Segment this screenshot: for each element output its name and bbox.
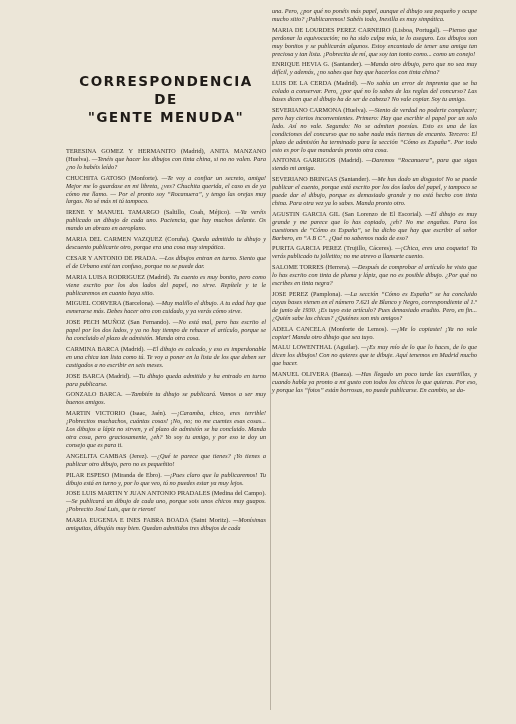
letter-entry (66, 391, 266, 407)
entry-name: PURITA GARCIA PEREZ (272, 245, 342, 253)
letter-entry (66, 346, 266, 370)
entry-text: —¡Es muy mío de lo que lo haces, de lo que dicen los dibujos! Con no quieres que te dibuje. Aquí tenemos en Madrid mucho que hacer. (272, 344, 477, 368)
letter-entry (66, 490, 266, 514)
entry-place: (Santander). (339, 176, 371, 184)
entry-name: LUIS DE LA CERDA (272, 80, 332, 88)
letter-entry (66, 274, 266, 298)
letter-entry (272, 371, 477, 395)
entry-text: —Tu dibujo queda admitido y ha entrado en turno para publicarse. (66, 372, 266, 388)
entry-name: MARIA DEL CARMEN VAZQUEZ (66, 236, 163, 244)
entry-place: (Saint Moritz). (191, 517, 230, 525)
entry-place: (Coruña). (165, 236, 190, 244)
entry-place: (San Fernando). (128, 319, 171, 327)
entry-place: (Madrid). (338, 157, 363, 165)
entry-place: (Pamplona). (310, 291, 342, 298)
letter-entry (66, 319, 266, 343)
entry-text: —Después de comprobar el artículo he visto que lo has escrito con tinta de pluma y lápiz, que no es posible dibujo. ¿Por qué no escribes en tinta negra? (272, 264, 478, 288)
letter-entry (272, 27, 477, 59)
letter-entry (272, 264, 477, 288)
entry-text: —¡Pues claro que la publicaremos! Tu dibujo está en turno y, por lo que veo, tú no puedes estar ya muy lejos. (66, 471, 267, 487)
title-line-1: CORRESPONDENCIA (79, 74, 253, 90)
letter-entry (66, 410, 266, 450)
entry-place: (Saltillo, Coah, Méjico). (163, 209, 231, 217)
letter-entry (272, 157, 477, 173)
entry-text: —Los dibujos entran en turno. Siento que el de Urbano esté tan confuso, porque no se puede dar. (66, 254, 266, 270)
section-title (66, 72, 266, 144)
entry-place: (Madrid). (120, 345, 146, 353)
letter-entry (66, 373, 266, 389)
letter-entry (272, 8, 477, 24)
letter-entry (66, 255, 266, 271)
entry-name: MALU LOWENTHAL (272, 344, 332, 352)
entry-name: ADELA CANCELA (272, 325, 326, 333)
entry-place: (Miranda de Ebro). (111, 471, 162, 479)
entry-text: —Siento de verdad no poderte complacer; pero hay ciertos inconvenientes. Primero: Hay que escribir el papel por un solo lado. Así no vale. Segundo: No se admiten poesías. Esto es una de las condiciones del concurso que no sabe nada más tiernas de encanto. Tercero: El plazo de admisión ha terminado para la sección “Cómo es España”. Por todo esto es por lo que mandarás pronto otra cosa. (272, 106, 477, 154)
entry-name: ANGELITA CAMBAS (66, 452, 127, 460)
entry-name: JOSE PEREZ (272, 291, 309, 298)
entry-text: —Monísimas amiguitas, dibujáis muy bien. Quedan admitidos tres dibujos de cada (66, 517, 266, 533)
entry-place: (Santander). (331, 61, 363, 69)
entry-text: —¿Qué te parece que tienes? ¡Yo tienes a publicar otro dibujo, pero no es pequeñito! (66, 452, 266, 468)
entry-text: —El dibujo es calcado, y eso es imperdonable en una chica tan lista como tú. Te voy a poner en la lista de los que deben ser castigados a no escribir en seis meses. (66, 345, 267, 369)
entry-text: —Has llegado un poco tarde las cuartillas, y cuando habla ya pronto a mi gusto con todos los chicos lo que quieras. Por eso, y porque las “fotos” están borrosas, no puede publicarse. En cambio, se da- (272, 371, 477, 394)
entry-name: MANUEL OLIVERA (272, 371, 329, 379)
entry-name: ENRIQUE HEVIA G. (272, 61, 330, 69)
entry-place: (Barcelona). (123, 300, 155, 308)
entry-name: IRENE Y MANUEL TAMARGO (66, 209, 160, 217)
letter-entry (272, 291, 477, 323)
letter-entry (66, 300, 266, 316)
entry-text: —¡Caramba, chico, eres terrible! ¡Pobrecitos muchachos, cuántas cosas! ¡No, no; no me cuentes esas cosas... Los dibujos a lápiz no sirven, y el plazo de admisión se ha concluido. Manda otra cosa, pero graciosamente, ¿eh? Yo soy tu amigo, y por eso te doy un consejo que es para ti. (66, 410, 266, 449)
entry-place: (Trujillo, Cáceres). (344, 245, 393, 253)
right-column (272, 8, 477, 398)
entry-name: AGUSTIN GARCIA GIL (272, 210, 340, 218)
entry-place: (Monforte). (128, 174, 159, 182)
letter-entry (66, 453, 266, 469)
entry-text: —Muy malillo el dibujo. A tu edad hay que esmerarse más. Debes hacer otro con cuidado, y ya verás cómo sirve. (66, 300, 266, 316)
entry-place: (Monforte de Lemos). (328, 325, 389, 333)
entry-text: —El dibujo es muy grande y me parece que lo has copiado, ¿eh? No me engañas. Para los cuestiones de “Cómo es España”, se ha dicho que hay que escribir al señor Barbero, en “A B C”. ¿Qué no sabemos nada de eso? (272, 210, 477, 242)
letter-entry (272, 211, 477, 243)
entry-place: (Lisboa, Portugal). (392, 26, 441, 34)
letter-entry (272, 326, 477, 342)
entry-text: —Pienso que perdonar la equivocación; no ha sido culpa mía, te lo aseguro. Los dibujos son muy bonitos y se publicarán algunos. Estoy encantado de tener una amiga tan preciosa y tan lista. ¡Pobrecita de mí, que soy tan tonto como... como un conejo! (272, 26, 477, 58)
letter-entry (66, 236, 266, 252)
entry-place: (Medina del Campo). (211, 490, 266, 498)
letter-entry (272, 61, 477, 77)
entry-name: SEVERIANO BRINGAS (272, 176, 338, 184)
entry-place: (Herrera). (325, 264, 351, 272)
entry-place: (Baeza). (331, 371, 353, 379)
entry-name: MIGUEL CORVERA (66, 300, 122, 308)
entry-text: —La sección “Cómo es España” se ha concluido cuyas bases vienen en el número 7.621 de Blanco y Negro, correspondiente al 1.º de junio de 1930. ¡Es tuyo este artículo? Pues demasiado erudito. Pero, en fin... ¿Quién sabe las chicas? ¿Quiénes son mis amigos? (272, 291, 478, 322)
letter-entry (272, 107, 477, 154)
entry-text: —Daremos “Rocanuera”, para que sigas siendo mi amiga. (272, 157, 478, 173)
entry-name: SEVERIANO CARMONA (272, 106, 342, 114)
letter-entry (66, 472, 266, 488)
entry-place: (Huelva). (343, 106, 368, 114)
entry-text: Queda admitido tu dibujo y descuento publicarte otro, porque era una cosa muy simpática. (66, 236, 266, 251)
entry-name: ANTONIA GARRIGOS (272, 157, 336, 165)
title-line-2: DE (154, 92, 178, 108)
entry-place: (Madrid). (106, 372, 131, 380)
entry-place: (Aguilar). (334, 344, 360, 352)
entry-place: (Isaac, Jaén). (130, 410, 167, 418)
entry-text: —Te voy a confiar un secreto, amiga! Mejor me lo guardase en mi libreta, ¿ves? Chuchita querida, el caso es de ya cómo me llamo. — Por el pronto soy “Rocanuera”, y tengo las orejas muy largas. No sé más ni tú tampoco. (66, 174, 267, 206)
entry-place: (Madrid), ANITA MANZANO (Huelva). (66, 148, 266, 163)
entry-name: MARTIN VICTORIO (66, 410, 126, 418)
entry-name: SALOME TORRES (272, 264, 324, 272)
letter-entry (66, 175, 266, 207)
entry-text: —Ya veréis publicado un dibujo de cada uno. Paciencia, que hay muchos delante. Os mando un abrazo en aeroplano. (66, 209, 267, 233)
entry-name: TERESINA GOMEZ Y HERMANITO (66, 148, 176, 155)
column-divider (270, 130, 271, 710)
letter-entry (66, 148, 266, 172)
letter-entry (66, 517, 266, 533)
entry-text: una. Pero, ¿por qué no ponéis más papel, aunque el dibujo sea pequeño y ocupe mucho sitio? ¡Publicaremos! Sabéis todo, Inesilla es muy simpática. (272, 8, 477, 23)
title-line-3: "GENTE MENUDA" (87, 110, 245, 126)
entry-name: MARIA DE LOURDES PEREZ CARNEIRO (272, 26, 391, 34)
letter-entry (272, 245, 477, 261)
entry-text: —También tu dibujo se publicará. Vamos a ser muy buenos amigos. (66, 391, 266, 407)
entry-text: —Manda otro dibujo, pero que no sea muy difícil, y además, ¿no sabes que hay que hacerlos con tinta china? (272, 61, 478, 77)
letter-entry (272, 176, 477, 208)
entry-text: —Tenéis que hacer los dibujos con tinta china, si no no valen. Para ¿no lo habéis leído? (66, 155, 266, 171)
entry-name: JOSE LUIS MARTIN Y JUAN ANTONIO PRADALES (66, 490, 210, 498)
entry-place: (San Lorenzo de El Escorial). (342, 210, 423, 218)
entry-text: —Me has dado un disgusto! No se puede publicar el cuento, porque está escrito por los dos lados del papel, y tampoco se puede dar el dibujo, porque es demasiado grande y no está hecho con tinta china. Para otra vez ya lo sabes. Manda pronto otro. (272, 176, 477, 207)
entry-name: CARMINA BARCA (66, 345, 119, 353)
entry-text: —No sabía un error de imprenta que se ha colado a conservar. Pero, ¿por qué no lo sabes de las reglas del concurso? Las bases dicen que el dibujo ha de ser de cabeza? No vale copiar. Soy tu amigo. (272, 80, 478, 104)
entry-name: JOSE PECH MUÑOZ (66, 319, 126, 327)
entry-place: (Madrid). (146, 273, 172, 281)
entry-text: —¡Me lo copiaste! ¡Ya no vale copiar! Manda otro dibujo que sea tuyo. (272, 325, 478, 341)
entry-name: MARIA EUGENIA E INES FABRA BOADA (66, 517, 189, 525)
letter-entry (66, 209, 266, 233)
entry-place: (Madrid). (333, 80, 359, 88)
entry-place: (Jerez). (129, 452, 149, 460)
entry-text: —Se publicará un dibujo de cada uno, porque sois unos chicos muy guapos. ¡Pobrecito José Luis, que te rieron! (66, 498, 266, 514)
letter-entry (272, 80, 477, 104)
letter-entry (272, 344, 477, 368)
entry-name: JOSE BARCA (66, 372, 105, 380)
entry-name: GONZALO BARCA. (66, 391, 123, 399)
left-column (66, 148, 266, 536)
entry-name: CESAR Y ANTONIO DE PRADA. (66, 254, 158, 262)
entry-name: CHUCHITA GATOSO (66, 174, 126, 182)
entry-name: MARIA LUISA RODRIGUEZ (66, 273, 146, 281)
entry-name: PILAR ESPESO (66, 471, 110, 479)
entry-text: —¡Chica, eres una coqueta! Ya verás publicado tu jolletito; no me atrevo a llamarte cuento. (272, 245, 477, 261)
entry-text: Tu cuento es muy bonito, pero como viene escrito por los dos lados del papel, no sirve. Repítele y te le publicaremos en cuanto haya sitio. (66, 273, 266, 297)
entry-text: —No está mal, pero has escrito el papel por los dos lados, y ya no hay tiempo de rehacer el artículo, porque se ha concluido el plazo de admisión. Manda otra cosa. (66, 319, 266, 343)
